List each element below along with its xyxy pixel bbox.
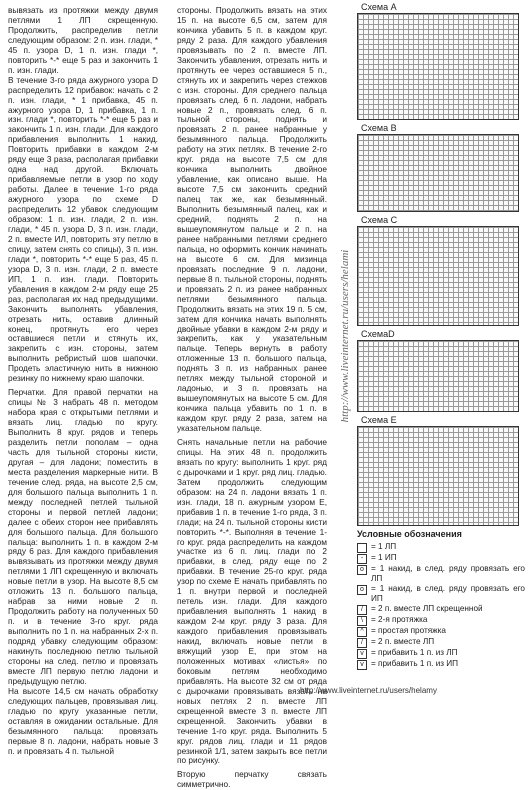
legend-item: = 1 ЛП [357,542,525,553]
legend-item: v = прибавить 1 п. из ЛП [357,648,525,659]
legend-item: / = 2 п. вместе ЛП [357,637,525,648]
symbol-icon: \ [357,616,367,626]
scheme-d [357,329,525,412]
knitting-chart [357,134,519,212]
footer-url: http://www.liveinternet.ru/users/helamy [300,686,437,695]
scheme-title: Схема C [361,215,398,225]
legend [357,542,525,670]
scheme-title: Схема B [361,123,397,133]
symbol-icon: / [357,638,367,648]
legend-title: Условные обозначения [357,529,462,539]
watermark: http://www.liveinternet.ru/users/helami [339,249,351,423]
text-column-1 [8,6,158,756]
scheme-c [357,215,525,326]
scheme-b [357,123,525,212]
paragraph: Перчатки. Для правой перчатки на спицы № 3 набрать 48 п. методом набора края с открытыми петлями и вязать лиц. гладью по кругу. Выполнить 8 круг. рядов и теперь разделить петли пополам – одна часть для тыльной стороны кисти, другая – для ладони; поместить в места разделения маркерные нити. В течение след. ряда, на высоте 2,5 см, для большого пальца выполнить 1 п. между последней петлей тыльной стороны и первой петлей ладони; далее с обеих сторон нее прибавлять для большого пальца. Для большого пальца: выполнить 1 п. в каждом 2-м ряду 6 раз. Для каждого прибавления вывязывать из протяжки между двумя петлями 1 ЛП скрещенную и включать новые петли в узор. На высоте 8,5 см отложить 13 п. большого пальца, набрав за ними новые 2 п. Продолжить работу на полученных 50 п. и в течение 3-го круг. ряда выполнить по 1 п. на набранных 2-х п. подряд убавку следующим образом: накинуть последнюю петлю тыльной стороны на след. петлю и провязать вместе ЛП первую петлю ладони и предыдущую петлю. [8,387,158,686]
legend-item: - = 1 ИП [357,553,525,564]
symbol-icon: o [357,585,367,595]
legend-item: / = 2 п. вместе ЛП скрещенной [357,604,525,615]
knitting-chart [357,226,519,326]
symbol-icon: v [357,649,367,659]
paragraph: На высоте 14,5 см начать обработку следующих пальцев, провязывая лиц. гладью по кругу указанные петли, оставляя в ожидании остальные. Для безымянного пальца: провязать первые 8 п. ладони, набрать новые 3 п. и провязать 4 п. тыльной [8,685,158,756]
symbol-icon [357,543,367,553]
knitting-chart [357,426,519,526]
knitting-chart [357,340,519,412]
scheme-e [357,415,525,526]
symbol-icon: v [357,660,367,670]
scheme-title: СхемаD [361,329,395,339]
symbol-icon: ^ [357,627,367,637]
legend-item: ^ = простая протяжка [357,626,525,637]
legend-item: \ = 2-я протяжка [357,615,525,626]
symbol-icon: o [357,565,367,575]
paragraph: Вторую перчатку связать симметрично. [177,769,327,790]
paragraph: вывязать из протяжки между двумя петлями 1 ЛП скрещенную. Продолжить, распределив петли следующим образом: 2 п. изн. глади, * 45 п. узора D, 1 п. изн. глади *, повторить *-* еще 5 раз и закончить 1 п. изн. глади. [8,5,158,75]
scheme-title: Схема Е [361,415,397,425]
paragraph: Снять начальные петли на рабочие спицы. На этих 48 п. продолжить вязать по кругу: выполнить 1 круг. ряд с дырочками и 1 круг. ряд лиц. гладью. Затем продолжить следующим образом: на 24 п. ладони вязать 1 п. изн. глади, 18 п. ажурным узором Е, прибавив 1 п. в течение 1-го ряда, 3 п. глади; на 24 п. тыльной стороны кисти повторить *-*. Выполняя в течение 1-го круг. ряда распределить на каждом участке из 6 п. лиц. глади по 2 прибавки, в след. ряду еще по 2 прибавки. В течение 25-го круг. ряда узор по схеме Е начать прибавлять по 1 п. внутри первой и последней петель изн. глади. Для каждого прибавления выполнять 1 накид в каждом 2-м круг. ряду 3 раза. Для каждого прибавления провязывать накид, включать новые петли в вяжущий узор Е, при этом на положенных мотивах «листья» по боковым петлям необходимо прибавлять. На высоте 32 см от ряда с дырочками провязывать вязать на новых петлях 2 п. вместе ЛП скрещенной вместе 3 п. вместе ЛП скрещенной. Закончить убавки в течение 1-го круг. ряда. Выполнить 5 круг. рядов лиц. глади и 11 рядов резинкой 1/1, затем закрыть все петли по рисунку. [177,436,327,766]
symbol-icon: / [357,605,367,615]
symbol-icon: - [357,554,367,564]
scheme-a [357,2,525,120]
legend-item: v = прибавить 1 п. из ИП [357,659,525,670]
legend-item: o = 1 накид, в след. ряду провязать его ИП [357,584,525,604]
knitting-chart [357,13,519,120]
schemes-column [357,2,525,670]
paragraph: В течение 3-го ряда ажурного узора D распределить 12 прибавок: начать с 2 п. изн. глади, * 1 прибавка, 45 п. ажурного узора D, 1 прибавка, 1 п. изн. глади *, повторить *-* еще 5 раз и закончить 1 п. изн. глади. Для каждого прибавления выполнить 1 накид. Повторить прибавки в каждом 2-м ряду еще 3 раза, располагая прибавки одна над другой. Включать прибавляемые петли в узор по ходу работы. Далее в течение 1-го ряда ажурного узора по схеме D распределить 12 убавок следующим образом: 1 п. изн. глади, 2 п. изн. глади, * 45 п. узора D, 3 п. изн. глади, 2 п. вместе ИЛ, повторить эту петлю в спицу, затем снять со спицы), 3 п. изн. глади *, повторить *-* еще 5 раз, 45 п. узора D, 3 п. изн. глади, 2 п. вместе ИП, 1 п. изн. глади. Повторить убавления в каждом 2-м ряду еще 25 раз, располагая их над предыдущими. Закончить выполнять убавления, отрезать нить, оставив длинный конец, протянуть его через оставшиеся петли и стянуть их, закрепить с изн. стороны, затем выполнить ребристый шов шапочки. Продеть эластичную нить в нижнюю резинку по нижнему краю шапочки. [8,74,158,384]
legend-item: o = 1 накид, в след. ряду провязать его ЛП [357,564,525,584]
text-column-2 [177,6,327,790]
scheme-title: Схема A [361,2,397,12]
paragraph: стороны. Продолжить вязать на этих 15 п. на высоте 6,5 см, затем для кончика убавить 5 п. в каждом круг. ряду 2 раза. Для каждого убавления провязывать по 2 п. вместе ЛП. Закончить убавления, отрезать нить и протянуть ее через оставшиеся 5 п., стянуть их и закрепить через стежков с изн. стороны. Для среднего пальца провязать след. 6 п. ладони, набрать новые 2 п., провязать след. 6 п. тыльной стороны, поднять и провязать 2 п. ранее набранные у безымянного пальца. Продолжить работу на этих петлях. В течение 2-го круг. ряда на высоте 7,5 см для кончика выполнить двойное убавление, как описано выше. На высоте 7,5 см закончить средний палец так же, как безымянный. Выполнить безымянный палец, как и средний, поднять 2 п. на вышеупомянутом пальце и 2 п. на ранее набранными петлями среднего пальца, но оформить кончик начинать на высоте 6 см. Для мизинца провязать последние 9 п. ладони, первые 8 п. тыльной стороны, поднять и провязать 2 п. из ранее набранных петлями безымянного пальца. Продолжить вязать на этих 19 п. 5 см, затем для кончика начать выполнять двойные убавки в каждом 2-м ряду и закрепить, как у указательным пальце. Теперь вернуть в работу отложенные 13 п. большого пальца, поднять 3 п. из набранных ранее петлях между тыльной стороной и ладонью, и 3 п. провязать на вышеупомянутых на высоте 5 см. Для кончика пальца убавить по 1 п. в каждом круг. ряду 2 раза, затем на указательном пальце. [177,5,327,434]
